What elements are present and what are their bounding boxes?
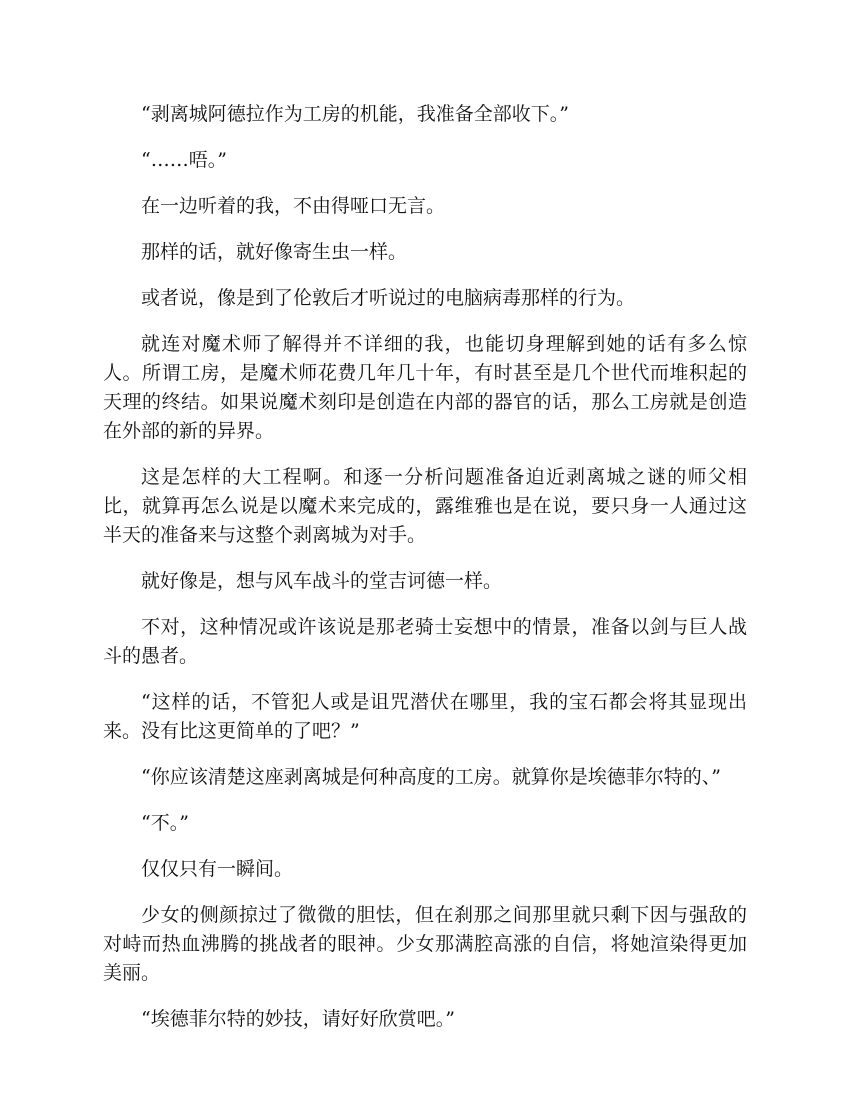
document-body — [103, 100, 747, 1051]
paragraph: “……唔。” — [141, 149, 227, 171]
paragraph: “这样的话，不管犯人或是诅咒潜伏在哪里，我的宝石都会将其显现出来。没有比这更简单的了吧？” — [103, 691, 747, 742]
paragraph: “剥离城阿德拉作为工房的机能，我准备全部收下。” — [141, 103, 569, 125]
paragraph: 不对，这种情况或许该说是那老骑士妄想中的情景，准备以剑与巨人战斗的愚者。 — [103, 616, 747, 667]
paragraph: 这是怎样的大工程啊。和逐一分析问题准备迫近剥离城之谜的师父相比，就算再怎么说是以魔术来完成的，露维雅也是在说，要只身一人通过这半天的准备来与这整个剥离城为对手。 — [103, 466, 747, 546]
paragraph: 就连对魔术师了解得并不详细的我，也能切身理解到她的话有多么惊人。所谓工房，是魔术师花费几年几十年，有时甚至是几个世代而堆积起的天理的终结。如果说魔术刻印是创造在内部的器官的话，那么工房就是创造在外部的新的异界。 — [103, 333, 747, 442]
paragraph: 那样的话，就好像寄生虫一样。 — [141, 241, 408, 263]
paragraph: 仅仅只有一瞬间。 — [141, 858, 294, 880]
paragraph: 就好像是，想与风车战斗的堂吉诃德一样。 — [141, 570, 503, 592]
paragraph: 或者说，像是到了伦敦后才听说过的电脑病毒那样的行为。 — [141, 287, 636, 309]
paragraph: 在一边听着的我，不由得哑口无言。 — [141, 195, 446, 217]
paragraph: “埃德菲尔特的妙技，请好好欣赏吧。” — [141, 1008, 455, 1030]
paragraph: “不。” — [141, 812, 189, 834]
paragraph: 少女的侧颜掠过了微微的胆怯，但在刹那之间那里就只剩下因与强敌的对峙而热血沸腾的挑战者的眼神。少女那满腔高涨的自信，将她渲染得更加美丽。 — [103, 904, 747, 984]
paragraph: “你应该清楚这座剥离城是何种高度的工房。就算你是埃德菲尔特的、” — [141, 766, 721, 788]
